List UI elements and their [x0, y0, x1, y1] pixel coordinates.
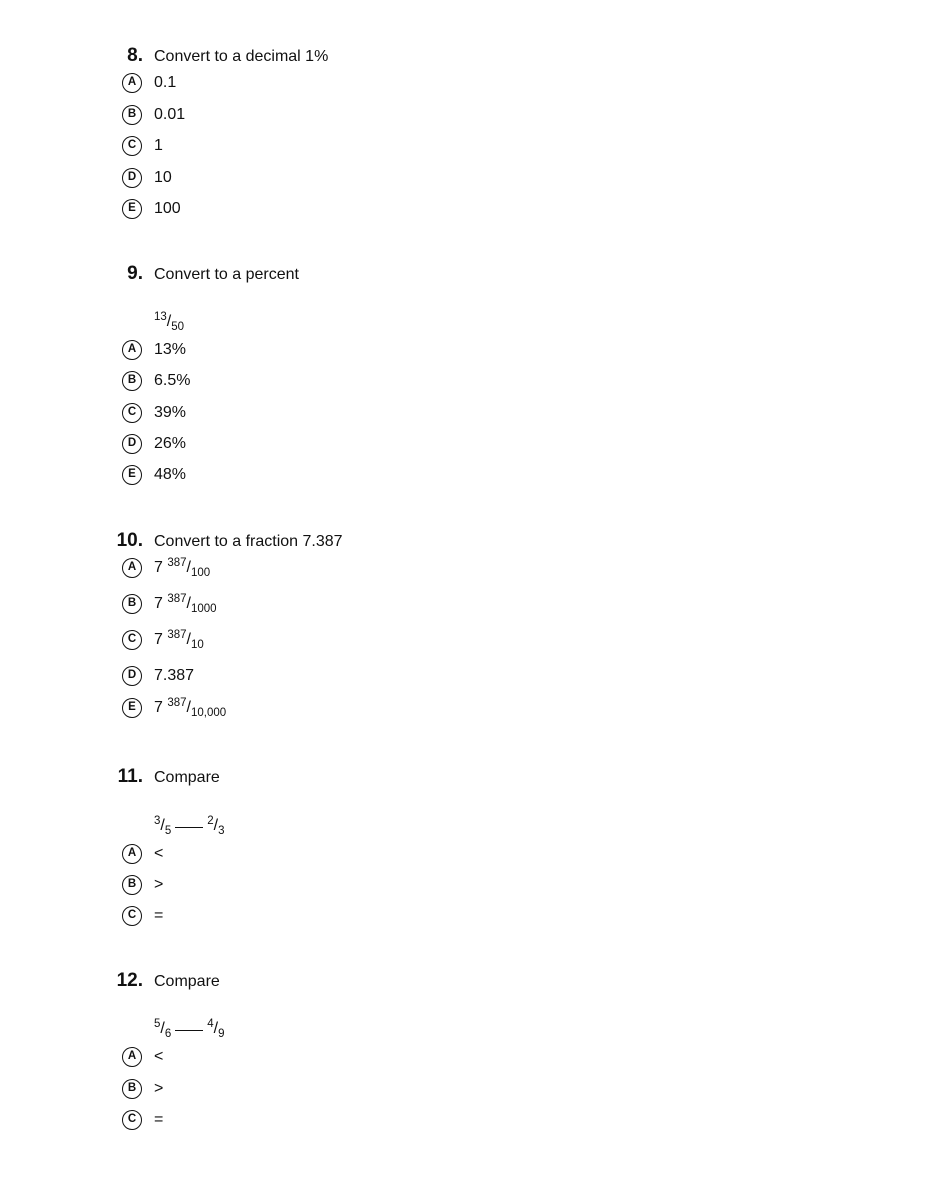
option-text: = [154, 907, 164, 924]
fraction-denominator: 9 [218, 1028, 225, 1040]
question-number: 8. [127, 45, 143, 66]
option-bubble[interactable]: D [122, 434, 142, 454]
option-text: > [154, 876, 164, 893]
option-text: 39% [154, 404, 187, 421]
option-bubble[interactable]: A [122, 1047, 142, 1067]
answer-blank [175, 827, 203, 828]
option-bubble[interactable]: E [122, 698, 142, 718]
option-text: 100 [154, 200, 181, 217]
option-text: > [154, 1080, 164, 1097]
fraction-prompt: $^{13}/_{50}$ [154, 311, 185, 333]
fraction-denominator: 100 [191, 567, 211, 579]
answer-blank [175, 1030, 203, 1031]
question-text: Convert to a percent [154, 266, 299, 283]
fraction-denominator: 10 [191, 639, 204, 651]
option-text: 7 $^{387}/_{10}$ [154, 629, 204, 651]
option-text: 10 [154, 169, 172, 186]
option-text: 1 [154, 137, 163, 154]
option-bubble[interactable]: E [122, 199, 142, 219]
fraction-numerator: 2 [207, 815, 214, 827]
fraction-denominator: 10,000 [191, 707, 227, 719]
option-bubble[interactable]: B [122, 594, 142, 614]
question-number: 9. [127, 263, 143, 284]
option-text: 48% [154, 466, 187, 483]
question-number: 12. [116, 970, 143, 991]
option-bubble[interactable]: C [122, 136, 142, 156]
fraction-denominator: 5 [164, 825, 172, 837]
fraction-numerator: 13 [154, 311, 167, 323]
option-text: 26% [154, 435, 187, 452]
option-bubble[interactable]: C [122, 1110, 142, 1130]
option-bubble[interactable]: E [122, 465, 142, 485]
fraction-numerator: 5 [154, 1018, 161, 1030]
option-text: = [154, 1111, 164, 1128]
option-text: 7 $^{387}/_{100}$ [154, 557, 211, 579]
option-bubble[interactable]: B [122, 371, 142, 391]
option-text: 7 $^{387}/_{10,000}$ [154, 697, 227, 719]
option-bubble[interactable]: C [122, 630, 142, 650]
fraction-denominator: 3 [218, 825, 225, 837]
option-bubble[interactable]: D [122, 168, 142, 188]
question-text: Compare [154, 973, 220, 990]
fraction-numerator: 3 [154, 815, 161, 827]
option-bubble[interactable]: A [122, 340, 142, 360]
option-bubble[interactable]: C [122, 906, 142, 926]
fraction-numerator: 387 [167, 557, 187, 569]
option-text: 0.1 [154, 74, 177, 91]
question-number: 11. [117, 766, 143, 787]
question-number: 10. [116, 530, 143, 551]
option-text: < [154, 1048, 164, 1065]
option-text: 13% [154, 341, 187, 358]
mixed-whole: 7 [154, 631, 163, 648]
option-text: 7.387 [154, 667, 195, 684]
fraction-numerator: 387 [167, 629, 187, 641]
option-bubble[interactable]: A [122, 558, 142, 578]
fraction-denominator: 6 [164, 1028, 172, 1040]
compare-prompt: $^3/_5^2/_3$ [154, 815, 225, 837]
question-text: Convert to a decimal 1% [154, 48, 329, 65]
option-bubble[interactable]: A [122, 844, 142, 864]
question-text: Convert to a fraction 7.387 [154, 533, 343, 550]
option-text: 0.01 [154, 106, 186, 123]
option-bubble[interactable]: A [122, 73, 142, 93]
compare-prompt: $^5/_6^4/_9$ [154, 1018, 225, 1040]
fraction-numerator: 387 [167, 697, 187, 709]
option-bubble[interactable]: B [122, 1079, 142, 1099]
option-bubble[interactable]: B [122, 875, 142, 895]
option-bubble[interactable]: D [122, 666, 142, 686]
option-text: 6.5% [154, 372, 191, 389]
option-bubble[interactable]: B [122, 105, 142, 125]
question-text: Compare [154, 769, 220, 786]
fraction-denominator: 50 [171, 321, 185, 333]
fraction-denominator: 1000 [191, 603, 217, 615]
mixed-whole: 7 [154, 699, 163, 716]
mixed-whole: 7 [154, 559, 163, 576]
option-text: < [154, 845, 164, 862]
option-bubble[interactable]: C [122, 403, 142, 423]
mixed-whole: 7 [154, 595, 163, 612]
fraction-numerator: 387 [167, 593, 187, 605]
fraction-numerator: 4 [207, 1018, 214, 1030]
option-text: 7 $^{387}/_{1000}$ [154, 593, 217, 615]
